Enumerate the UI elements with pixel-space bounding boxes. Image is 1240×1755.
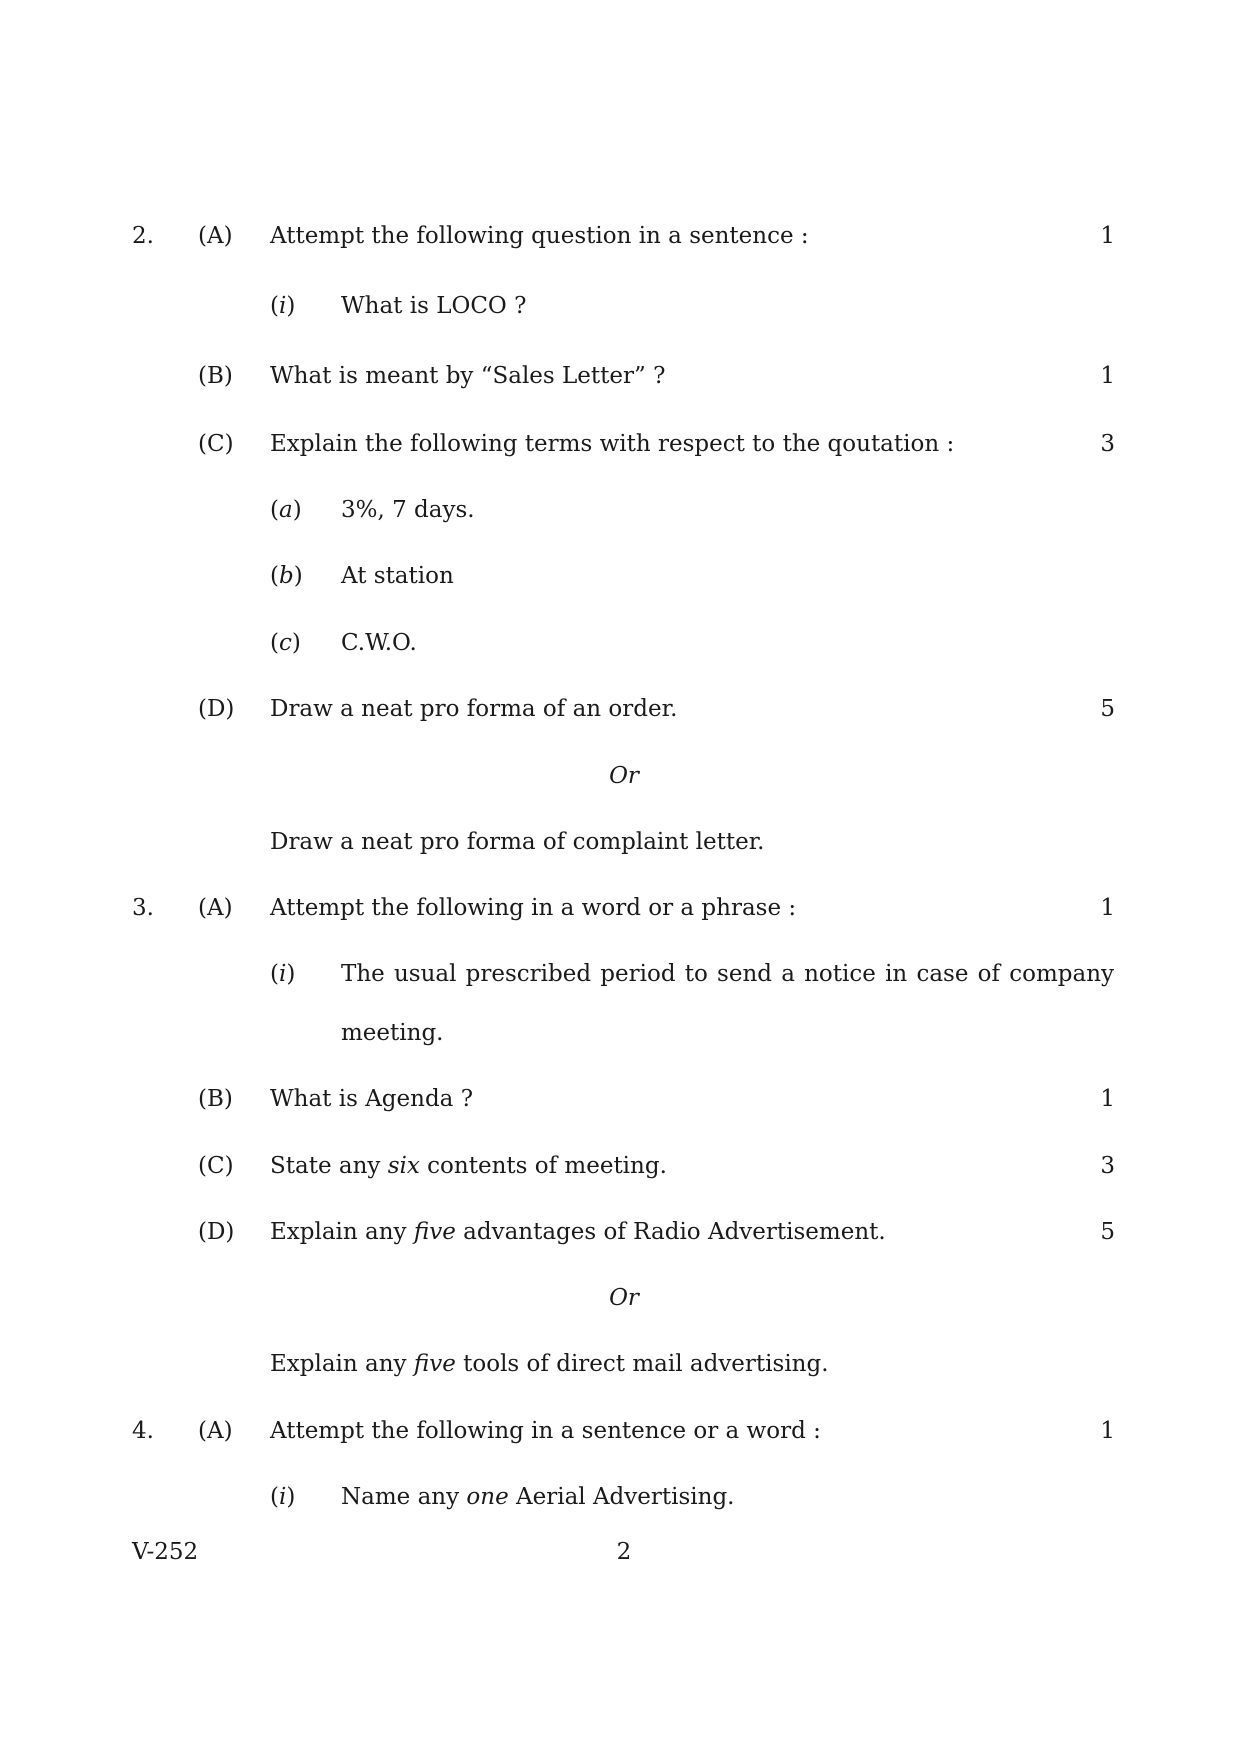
q2-c-text: Explain the following terms with respect to the qoutation : [270,431,955,457]
q2-b-marks: 1 [1100,363,1115,389]
q3-a-i-text-line2: meeting. [341,1020,444,1046]
q2-d-marks: 5 [1100,696,1115,722]
q2-d-text: Draw a neat pro forma of an order. [270,696,678,722]
q4-a-letter: (A) [198,1418,233,1444]
q4-a-marks: 1 [1100,1418,1115,1444]
q3-d-text: Explain any five advantages of Radio Advertisement. [270,1219,886,1245]
q2-c-b-label: (b) [270,563,303,589]
q3-b-marks: 1 [1100,1086,1115,1112]
q3-or: Or [609,1285,639,1311]
q4-number: 4. [132,1418,154,1444]
page-number: 2 [616,1539,632,1565]
q3-c-text: State any six contents of meeting. [270,1153,667,1179]
q4-a-text: Attempt the following in a sentence or a word : [270,1418,821,1444]
q2-a-letter: (A) [198,223,233,249]
q2-c-b-text: At station [341,563,454,589]
q3-d-letter: (D) [198,1219,235,1245]
q3-c-letter: (C) [198,1153,234,1179]
q2-c-c-text: C.W.O. [341,630,417,656]
q3-a-letter: (A) [198,895,233,921]
q4-a-i-text: Name any one Aerial Advertising. [341,1484,735,1510]
q4-a-i-label: (i) [270,1484,296,1510]
q3-c-marks: 3 [1100,1153,1115,1179]
q3-a-text: Attempt the following in a word or a phrase : [270,895,797,921]
q2-c-letter: (C) [198,431,234,457]
q3-a-marks: 1 [1100,895,1115,921]
q2-a-text: Attempt the following question in a sentence : [270,223,809,249]
q2-c-a-text: 3%, 7 days. [341,497,475,523]
q2-b-letter: (B) [198,363,233,389]
paper-code: V-252 [132,1539,199,1565]
q2-b-text: What is meant by “Sales Letter” ? [270,363,666,389]
q2-d-letter: (D) [198,696,235,722]
q3-d-alt-text: Explain any five tools of direct mail advertising. [270,1351,829,1377]
q3-a-i-label: (i) [270,961,296,987]
q2-a-i-text: What is LOCO ? [341,293,527,319]
q2-c-marks: 3 [1100,431,1115,457]
q3-number: 3. [132,895,154,921]
q2-c-a-label: (a) [270,497,302,523]
q2-or: Or [609,763,639,789]
q3-a-i-text-line1: The usual prescribed period to send a notice in case of company [341,961,1114,987]
q3-b-letter: (B) [198,1086,233,1112]
q3-d-marks: 5 [1100,1219,1115,1245]
q2-a-i-label: (i) [270,293,296,319]
q3-b-text: What is Agenda ? [270,1086,474,1112]
q2-number: 2. [132,223,154,249]
q2-c-c-label: (c) [270,630,301,656]
q2-a-marks: 1 [1100,223,1115,249]
q2-d-alt-text: Draw a neat pro forma of complaint letter. [270,829,765,855]
